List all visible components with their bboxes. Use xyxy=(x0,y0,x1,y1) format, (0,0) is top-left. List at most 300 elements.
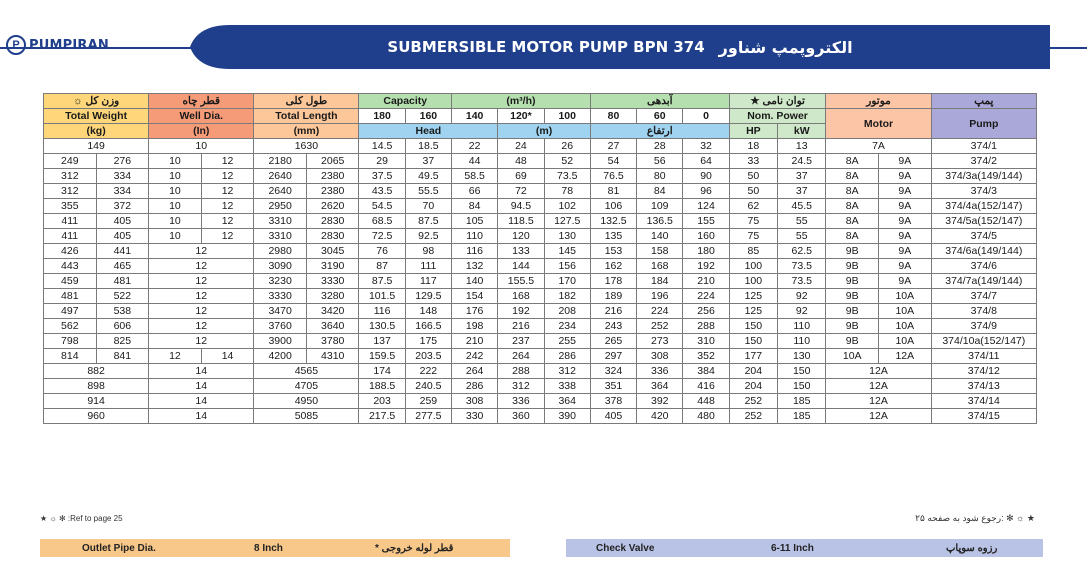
motor-cell: 9B xyxy=(826,259,879,274)
head-cell: 140 xyxy=(452,274,498,289)
motor-cell: 12A xyxy=(826,364,931,379)
well-dia-cell: 12 xyxy=(201,199,254,214)
weight-cell: 825 xyxy=(96,334,149,349)
weight-cell: 497 xyxy=(44,304,97,319)
head-cell: 80 xyxy=(637,169,683,184)
head-cell: 28 xyxy=(637,139,683,154)
weight-cell: 149 xyxy=(44,139,149,154)
power-cell: 110 xyxy=(778,334,826,349)
table-row xyxy=(44,214,1037,229)
title-banner xyxy=(190,24,1050,70)
pump-model-cell: 374/13 xyxy=(931,379,1036,394)
head-cell: 117 xyxy=(405,274,451,289)
motor-cell: 9B xyxy=(826,274,879,289)
pump-model-cell: 374/9 xyxy=(931,319,1036,334)
power-cell: 204 xyxy=(729,379,777,394)
weight-cell: 334 xyxy=(96,184,149,199)
motor-cell: 9B xyxy=(826,319,879,334)
power-cell: 75 xyxy=(729,214,777,229)
head-cell: 364 xyxy=(637,379,683,394)
head-cell: 110 xyxy=(452,229,498,244)
well-dia-cell: 14 xyxy=(149,394,254,409)
well-dia-cell: 14 xyxy=(149,379,254,394)
weight-cell: 960 xyxy=(44,409,149,424)
capacity-value: 140 xyxy=(452,109,498,124)
power-cell: 177 xyxy=(729,349,777,364)
pump-model-cell: 374/5 xyxy=(931,229,1036,244)
length-cell: 2380 xyxy=(306,184,359,199)
note-ref-en: ★ ☼ ✻ :Ref to page 25 xyxy=(40,514,123,523)
well-dia-cell: 14 xyxy=(149,364,254,379)
power-cell: 18 xyxy=(729,139,777,154)
weight-header-en: Total Weight xyxy=(44,109,149,124)
head-cell: 224 xyxy=(637,304,683,319)
power-cell: 50 xyxy=(729,169,777,184)
head-cell: 420 xyxy=(637,409,683,424)
power-cell: 55 xyxy=(778,214,826,229)
weight-cell: 841 xyxy=(96,349,149,364)
motor-cell: 10A xyxy=(879,304,932,319)
power-cell: 185 xyxy=(778,409,826,424)
head-cell: 208 xyxy=(544,304,590,319)
head-cell: 145 xyxy=(544,244,590,259)
power-kw-header: kW xyxy=(778,124,826,139)
head-cell: 392 xyxy=(637,394,683,409)
motor-cell: 9B xyxy=(826,304,879,319)
head-cell: 336 xyxy=(498,394,544,409)
well-dia-cell: 12 xyxy=(149,334,254,349)
well-dia-cell: 12 xyxy=(149,319,254,334)
weight-cell: 898 xyxy=(44,379,149,394)
well-dia-cell: 12 xyxy=(201,154,254,169)
pump-model-cell: 374/2 xyxy=(931,154,1036,169)
head-cell: 69 xyxy=(498,169,544,184)
length-cell: 2640 xyxy=(254,184,307,199)
well-dia-cell: 10 xyxy=(149,214,202,229)
motor-cell: 9A xyxy=(879,229,932,244)
pump-model-cell: 374/11 xyxy=(931,349,1036,364)
head-cell: 182 xyxy=(544,289,590,304)
head-header-unit: (m) xyxy=(498,124,591,139)
length-cell: 2620 xyxy=(306,199,359,214)
pump-model-cell: 374/8 xyxy=(931,304,1036,319)
motor-cell: 9A xyxy=(879,274,932,289)
length-header-fa: طول کلی xyxy=(254,94,359,109)
head-cell: 76 xyxy=(359,244,405,259)
well-dia-cell: 12 xyxy=(201,169,254,184)
banner-title-fa: الکتروپمپ شناور xyxy=(718,37,853,57)
weight-cell: 411 xyxy=(44,214,97,229)
head-cell: 336 xyxy=(637,364,683,379)
head-cell: 448 xyxy=(683,394,729,409)
head-cell: 87.5 xyxy=(359,274,405,289)
head-cell: 101.5 xyxy=(359,289,405,304)
head-cell: 158 xyxy=(637,244,683,259)
head-cell: 156 xyxy=(544,259,590,274)
power-cell: 73.5 xyxy=(778,274,826,289)
table-row xyxy=(44,199,1037,214)
head-cell: 18.5 xyxy=(405,139,451,154)
head-cell: 76.5 xyxy=(590,169,636,184)
length-cell: 3190 xyxy=(306,259,359,274)
head-cell: 137 xyxy=(359,334,405,349)
outlet-label-en: Outlet Pipe Dia. xyxy=(82,542,156,554)
head-cell: 111 xyxy=(405,259,451,274)
head-cell: 94.5 xyxy=(498,199,544,214)
motor-cell: 10A xyxy=(879,319,932,334)
head-cell: 102 xyxy=(544,199,590,214)
power-cell: 73.5 xyxy=(778,259,826,274)
table-row xyxy=(44,169,1037,184)
head-cell: 308 xyxy=(452,394,498,409)
pump-model-cell: 374/5a(152/147) xyxy=(931,214,1036,229)
head-cell: 160 xyxy=(683,229,729,244)
weight-cell: 522 xyxy=(96,289,149,304)
check-value: 6-11 Inch xyxy=(771,542,814,554)
table-row xyxy=(44,154,1037,169)
head-cell: 196 xyxy=(637,289,683,304)
head-cell: 217.5 xyxy=(359,409,405,424)
power-cell: 150 xyxy=(729,334,777,349)
length-cell: 3045 xyxy=(306,244,359,259)
head-cell: 184 xyxy=(637,274,683,289)
head-cell: 338 xyxy=(544,379,590,394)
motor-cell: 8A xyxy=(826,214,879,229)
pump-header-fa: پمپ xyxy=(931,94,1036,109)
length-cell: 2830 xyxy=(306,229,359,244)
head-cell: 364 xyxy=(544,394,590,409)
power-cell: 62 xyxy=(729,199,777,214)
spec-table xyxy=(43,93,1037,424)
length-cell: 3330 xyxy=(254,289,307,304)
well-dia-cell: 10 xyxy=(149,184,202,199)
head-cell: 265 xyxy=(590,334,636,349)
capacity-header-unit: (m³/h) xyxy=(452,94,591,109)
length-cell: 3330 xyxy=(306,274,359,289)
power-cell: 100 xyxy=(729,274,777,289)
motor-cell: 9A xyxy=(879,184,932,199)
power-cell: 100 xyxy=(729,259,777,274)
weight-cell: 411 xyxy=(44,229,97,244)
length-cell: 3900 xyxy=(254,334,307,349)
power-cell: 150 xyxy=(729,319,777,334)
weight-cell: 312 xyxy=(44,169,97,184)
head-cell: 120 xyxy=(498,229,544,244)
head-cell: 87.5 xyxy=(405,214,451,229)
head-cell: 58.5 xyxy=(452,169,498,184)
pump-model-cell: 374/3a(149/144) xyxy=(931,169,1036,184)
head-cell: 70 xyxy=(405,199,451,214)
power-cell: 150 xyxy=(778,364,826,379)
weight-cell: 481 xyxy=(96,274,149,289)
weight-header-unit: (kg) xyxy=(44,124,149,139)
head-cell: 27 xyxy=(590,139,636,154)
well-dia-cell: 12 xyxy=(149,274,254,289)
header-row-1 xyxy=(44,94,1037,109)
length-cell: 3640 xyxy=(306,319,359,334)
motor-cell: 8A xyxy=(826,154,879,169)
head-cell: 64 xyxy=(683,154,729,169)
head-cell: 26 xyxy=(544,139,590,154)
motor-cell: 9A xyxy=(879,259,932,274)
head-cell: 224 xyxy=(683,289,729,304)
power-cell: 50 xyxy=(729,184,777,199)
capacity-header-en: Capacity xyxy=(359,94,452,109)
well-dia-cell: 10 xyxy=(149,229,202,244)
power-cell: 92 xyxy=(778,289,826,304)
head-cell: 155.5 xyxy=(498,274,544,289)
head-cell: 352 xyxy=(683,349,729,364)
weight-cell: 405 xyxy=(96,229,149,244)
head-cell: 168 xyxy=(637,259,683,274)
head-cell: 132 xyxy=(452,259,498,274)
head-cell: 116 xyxy=(359,304,405,319)
motor-cell: 9A xyxy=(879,169,932,184)
banner-title-en: SUBMERSIBLE MOTOR PUMP BPN 374 xyxy=(387,38,705,56)
motor-cell: 8A xyxy=(826,229,879,244)
motor-cell: 8A xyxy=(826,169,879,184)
head-cell: 135 xyxy=(590,229,636,244)
power-cell: 37 xyxy=(778,184,826,199)
head-cell: 48 xyxy=(498,154,544,169)
head-cell: 297 xyxy=(590,349,636,364)
capacity-value: 80 xyxy=(590,109,636,124)
capacity-value: 100 xyxy=(544,109,590,124)
head-cell: 273 xyxy=(637,334,683,349)
head-cell: 54 xyxy=(590,154,636,169)
weight-cell: 798 xyxy=(44,334,97,349)
head-cell: 78 xyxy=(544,184,590,199)
table-row xyxy=(44,184,1037,199)
check-valve-bar xyxy=(566,539,1043,557)
head-cell: 237 xyxy=(498,334,544,349)
head-cell: 360 xyxy=(498,409,544,424)
weight-cell: 606 xyxy=(96,319,149,334)
weight-cell: 443 xyxy=(44,259,97,274)
head-cell: 68.5 xyxy=(359,214,405,229)
length-cell: 3470 xyxy=(254,304,307,319)
head-cell: 203 xyxy=(359,394,405,409)
check-label-fa: رزوه سوپاپ xyxy=(946,542,998,554)
head-cell: 132.5 xyxy=(590,214,636,229)
length-header-unit: (mm) xyxy=(254,124,359,139)
head-cell: 174 xyxy=(359,364,405,379)
table-row xyxy=(44,229,1037,244)
head-cell: 264 xyxy=(498,349,544,364)
weight-cell: 334 xyxy=(96,169,149,184)
head-cell: 203.5 xyxy=(405,349,451,364)
head-cell: 127.5 xyxy=(544,214,590,229)
length-cell: 2950 xyxy=(254,199,307,214)
table-row xyxy=(44,139,1037,154)
motor-cell: 9A xyxy=(879,214,932,229)
motor-cell: 9A xyxy=(879,154,932,169)
head-cell: 118.5 xyxy=(498,214,544,229)
head-cell: 198 xyxy=(452,319,498,334)
head-cell: 72 xyxy=(498,184,544,199)
banner-title xyxy=(190,24,1050,70)
length-cell: 2640 xyxy=(254,169,307,184)
head-cell: 384 xyxy=(683,364,729,379)
head-cell: 96 xyxy=(683,184,729,199)
length-cell: 4200 xyxy=(254,349,307,364)
head-cell: 252 xyxy=(637,319,683,334)
well-header-fa: قطر چاه xyxy=(149,94,254,109)
head-cell: 136.5 xyxy=(637,214,683,229)
well-header-en: Well Dia. xyxy=(149,109,254,124)
head-cell: 416 xyxy=(683,379,729,394)
weight-cell: 405 xyxy=(96,214,149,229)
head-cell: 324 xyxy=(590,364,636,379)
table-row xyxy=(44,349,1037,364)
power-cell: 92 xyxy=(778,304,826,319)
well-dia-cell: 12 xyxy=(149,244,254,259)
pump-model-cell: 374/6a(149/144) xyxy=(931,244,1036,259)
head-cell: 87 xyxy=(359,259,405,274)
power-cell: 204 xyxy=(729,364,777,379)
well-dia-cell: 10 xyxy=(149,154,202,169)
motor-cell: 12A xyxy=(879,349,932,364)
head-cell: 192 xyxy=(498,304,544,319)
pump-model-cell: 374/7 xyxy=(931,289,1036,304)
table-row xyxy=(44,244,1037,259)
head-cell: 288 xyxy=(683,319,729,334)
weight-cell: 426 xyxy=(44,244,97,259)
note-ref-fa: ★ ☼ ✻ :رجوع شود به صفحه ۲۵ xyxy=(915,513,1035,523)
weight-cell: 355 xyxy=(44,199,97,214)
head-cell: 49.5 xyxy=(405,169,451,184)
head-cell: 44 xyxy=(452,154,498,169)
head-cell: 81 xyxy=(590,184,636,199)
power-cell: 75 xyxy=(729,229,777,244)
head-cell: 52 xyxy=(544,154,590,169)
length-cell: 4705 xyxy=(254,379,359,394)
well-header-unit: (In) xyxy=(149,124,254,139)
head-cell: 54.5 xyxy=(359,199,405,214)
head-cell: 243 xyxy=(590,319,636,334)
motor-cell: 10A xyxy=(879,334,932,349)
check-label-en: Check Valve xyxy=(596,542,655,554)
head-cell: 43.5 xyxy=(359,184,405,199)
head-cell: 189 xyxy=(590,289,636,304)
length-cell: 3420 xyxy=(306,304,359,319)
motor-header-fa: موتور xyxy=(826,94,931,109)
head-cell: 180 xyxy=(683,244,729,259)
head-cell: 66 xyxy=(452,184,498,199)
motor-header-en: Motor xyxy=(826,109,931,139)
weight-cell: 459 xyxy=(44,274,97,289)
head-cell: 310 xyxy=(683,334,729,349)
weight-cell: 249 xyxy=(44,154,97,169)
head-cell: 222 xyxy=(405,364,451,379)
head-cell: 188.5 xyxy=(359,379,405,394)
power-cell: 62.5 xyxy=(778,244,826,259)
head-cell: 312 xyxy=(498,379,544,394)
length-cell: 3780 xyxy=(306,334,359,349)
well-dia-cell: 12 xyxy=(149,304,254,319)
head-cell: 116 xyxy=(452,244,498,259)
head-cell: 148 xyxy=(405,304,451,319)
logo-text: PUMPIRAN xyxy=(29,37,109,53)
weight-cell: 814 xyxy=(44,349,97,364)
pump-model-cell: 374/14 xyxy=(931,394,1036,409)
table-row xyxy=(44,334,1037,349)
power-cell: 185 xyxy=(778,394,826,409)
head-cell: 286 xyxy=(452,379,498,394)
power-cell: 130 xyxy=(778,349,826,364)
head-cell: 168 xyxy=(498,289,544,304)
length-cell: 3280 xyxy=(306,289,359,304)
pump-header-en: Pump xyxy=(931,109,1036,139)
table-row xyxy=(44,379,1037,394)
head-cell: 234 xyxy=(544,319,590,334)
head-cell: 124 xyxy=(683,199,729,214)
power-cell: 13 xyxy=(778,139,826,154)
head-cell: 37.5 xyxy=(359,169,405,184)
head-cell: 90 xyxy=(683,169,729,184)
length-cell: 4310 xyxy=(306,349,359,364)
head-cell: 242 xyxy=(452,349,498,364)
head-cell: 351 xyxy=(590,379,636,394)
table-row xyxy=(44,319,1037,334)
head-cell: 105 xyxy=(452,214,498,229)
capacity-value: 120* xyxy=(498,109,544,124)
length-cell: 4950 xyxy=(254,394,359,409)
power-header-en: Nom. Power xyxy=(729,109,826,124)
pump-model-cell: 374/10a(152/147) xyxy=(931,334,1036,349)
length-cell: 2830 xyxy=(306,214,359,229)
head-cell: 24 xyxy=(498,139,544,154)
power-hp-header: HP xyxy=(729,124,777,139)
length-cell: 3090 xyxy=(254,259,307,274)
head-cell: 176 xyxy=(452,304,498,319)
head-cell: 178 xyxy=(590,274,636,289)
weight-cell: 312 xyxy=(44,184,97,199)
head-cell: 390 xyxy=(544,409,590,424)
length-cell: 3310 xyxy=(254,229,307,244)
head-cell: 256 xyxy=(683,304,729,319)
length-cell: 3310 xyxy=(254,214,307,229)
power-cell: 110 xyxy=(778,319,826,334)
head-cell: 166.5 xyxy=(405,319,451,334)
length-cell: 3760 xyxy=(254,319,307,334)
head-cell: 264 xyxy=(452,364,498,379)
head-cell: 175 xyxy=(405,334,451,349)
well-dia-cell: 12 xyxy=(149,349,202,364)
power-cell: 252 xyxy=(729,409,777,424)
power-cell: 150 xyxy=(778,379,826,394)
pump-model-cell: 374/1 xyxy=(931,139,1036,154)
head-cell: 92.5 xyxy=(405,229,451,244)
motor-cell: 9B xyxy=(826,334,879,349)
header-row-2 xyxy=(44,109,1037,124)
head-cell: 255 xyxy=(544,334,590,349)
head-cell: 330 xyxy=(452,409,498,424)
table-row xyxy=(44,409,1037,424)
capacity-value: 60 xyxy=(637,109,683,124)
head-cell: 170 xyxy=(544,274,590,289)
head-cell: 106 xyxy=(590,199,636,214)
weight-cell: 481 xyxy=(44,289,97,304)
capacity-value: 160 xyxy=(405,109,451,124)
capacity-header-fa: آبدهی xyxy=(590,94,729,109)
table-row xyxy=(44,259,1037,274)
head-cell: 22 xyxy=(452,139,498,154)
power-header-fa: ★ توان نامی xyxy=(729,94,826,109)
length-cell: 4565 xyxy=(254,364,359,379)
pump-model-cell: 374/4a(152/147) xyxy=(931,199,1036,214)
head-cell: 240.5 xyxy=(405,379,451,394)
